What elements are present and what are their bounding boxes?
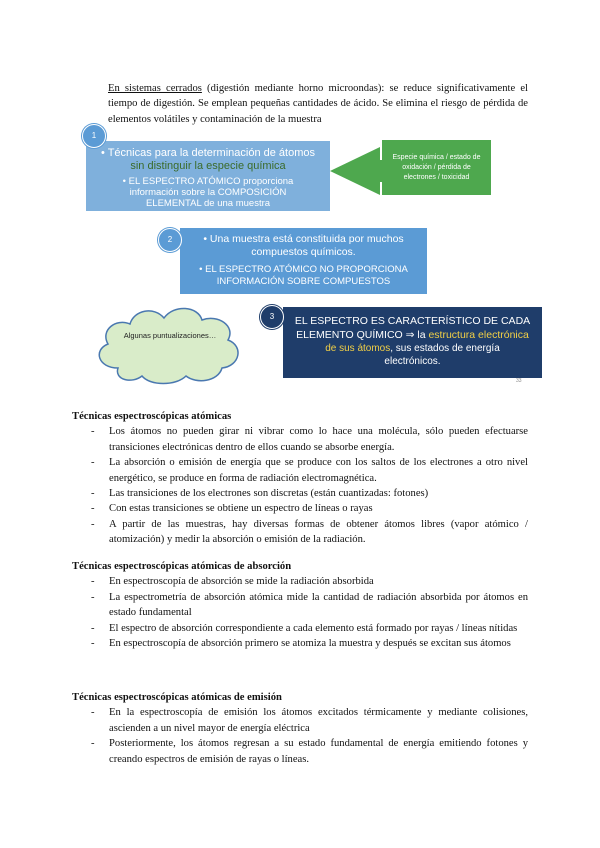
box1-line3c: ELEMENTAL de una muestra [145, 198, 271, 209]
bullet-list [72, 424, 528, 547]
list-item: - La absorción o emisión de energía que se produce con los saltos de los electrones a otro nivel energético, se produce en forma de radiación electromagnética. [72, 455, 528, 486]
slide-box-2 [180, 228, 427, 294]
box2-line2a: • EL ESPECTRO ATÓMICO NO PROPORCIONA [199, 264, 408, 275]
intro-text: (digestión mediante horno microondas): se reduce significativamente el tiempo de digestión. Se emplean pequeñas cantidades de ácido. Se elimina el riesgo de pérdida de elementos volátiles y contaminación de la muestra [108, 82, 528, 125]
box2-line2b: INFORMACIÓN SOBRE COMPUESTOS [216, 276, 391, 287]
box2-line2 [180, 264, 427, 288]
list-item: - Las transiciones de los electrones son discretas (están cuantizadas: fotones) [72, 486, 528, 501]
box3-line1c: estructura electrónica [428, 329, 529, 341]
box1-line3a: • EL ESPECTRO ATÓMICO proporciona [122, 176, 294, 187]
box3-line2b: , sus estados de energía [390, 343, 500, 354]
intro-underlined: En sistemas cerrados [108, 82, 202, 94]
section-title: Técnicas espectroscópicas atómicas [72, 411, 232, 422]
box3-line1b-wrap [283, 328, 542, 342]
list-item: - Los átomos no pueden girar ni vibrar como lo hace una molécula, sólo pueden efectuarse transiciones electrónicas dentro de ellos cuando se absorbe energía. [72, 424, 528, 455]
bullet-list [72, 574, 528, 651]
box3-line2c: electrónicos. [384, 356, 441, 367]
list-item: - Con estas transiciones se obtiene un espectro de líneas o rayas [72, 501, 528, 516]
step-3-badge: 3 [260, 305, 284, 329]
box1-line3b: información sobre la COMPOSICIÓN [129, 187, 287, 198]
section-title: Técnicas espectroscópicas atómicas de emisión [72, 692, 282, 703]
box3-line2 [283, 342, 542, 368]
section-atomic-techniques [72, 409, 528, 548]
box3-line1 [283, 314, 542, 342]
box1-line1: • Técnicas para la determinación de átomos [101, 147, 315, 159]
arrow-tail [362, 160, 384, 182]
box2-line1 [180, 233, 427, 259]
cloud-shape [88, 298, 248, 388]
list-item: - La espectrometría de absorción atómica mide la cantidad de radiación absorbida por átomos en estado fundamental [72, 590, 528, 621]
section-title: Técnicas espectroscópicas atómicas de absorción [72, 561, 292, 572]
green-note-box: Especie química / estado de oxidación / pérdida de electrones / toxicidad [382, 140, 491, 195]
step-1-badge: 1 [82, 124, 106, 148]
section-emission [72, 690, 528, 767]
section-absorption [72, 559, 528, 651]
box3-line2a: de sus átomos [325, 343, 391, 354]
list-item: - A partir de las muestras, hay diversas formas de obtener átomos libres (vapor atómico / atomización) y medir la absorción o emisión de la radiación. [72, 517, 528, 548]
list-item: - Posteriormente, los átomos regresan a su estado fundamental de energía emitiendo fotones y creando espectros de emisión de rayas o líneas. [72, 736, 528, 767]
slide-number: 33 [516, 378, 522, 384]
box3-line2-wrap [283, 342, 542, 355]
box1-line3 [86, 176, 330, 209]
cloud-text: Algunas puntualizaciones… [123, 331, 217, 340]
bullet-list [72, 705, 528, 767]
box2-line1b: compuestos químicos. [251, 246, 356, 258]
step-2-badge: 2 [158, 228, 182, 252]
list-item: - En espectroscopía de absorción primero se atomiza la muestra y después se excitan sus átomos [72, 636, 528, 651]
box3-line1a: EL ESPECTRO ES CARACTERÍSTICO DE CADA [294, 315, 531, 327]
list-item: - El espectro de absorción correspondiente a cada elemento está formado por rayas / líneas nítidas [72, 621, 528, 636]
box3-line1b: ELEMENTO QUÍMICO ⇒ la [296, 329, 429, 341]
intro-paragraph [108, 81, 528, 128]
slide-box-1 [86, 141, 330, 211]
box2-line1a: • Una muestra está constituida por muchos [203, 233, 404, 245]
list-item: - En la espectroscopía de emisión los átomos excitados térmicamente y mediante colisiones, ascienden a un nivel mayor de energía eléctrica [72, 705, 528, 736]
box1-line2: sin distinguir la especie química [130, 160, 286, 172]
list-item: - En espectroscopía de absorción se mide la radiación absorbida [72, 574, 528, 589]
slide-box-3 [283, 307, 542, 378]
